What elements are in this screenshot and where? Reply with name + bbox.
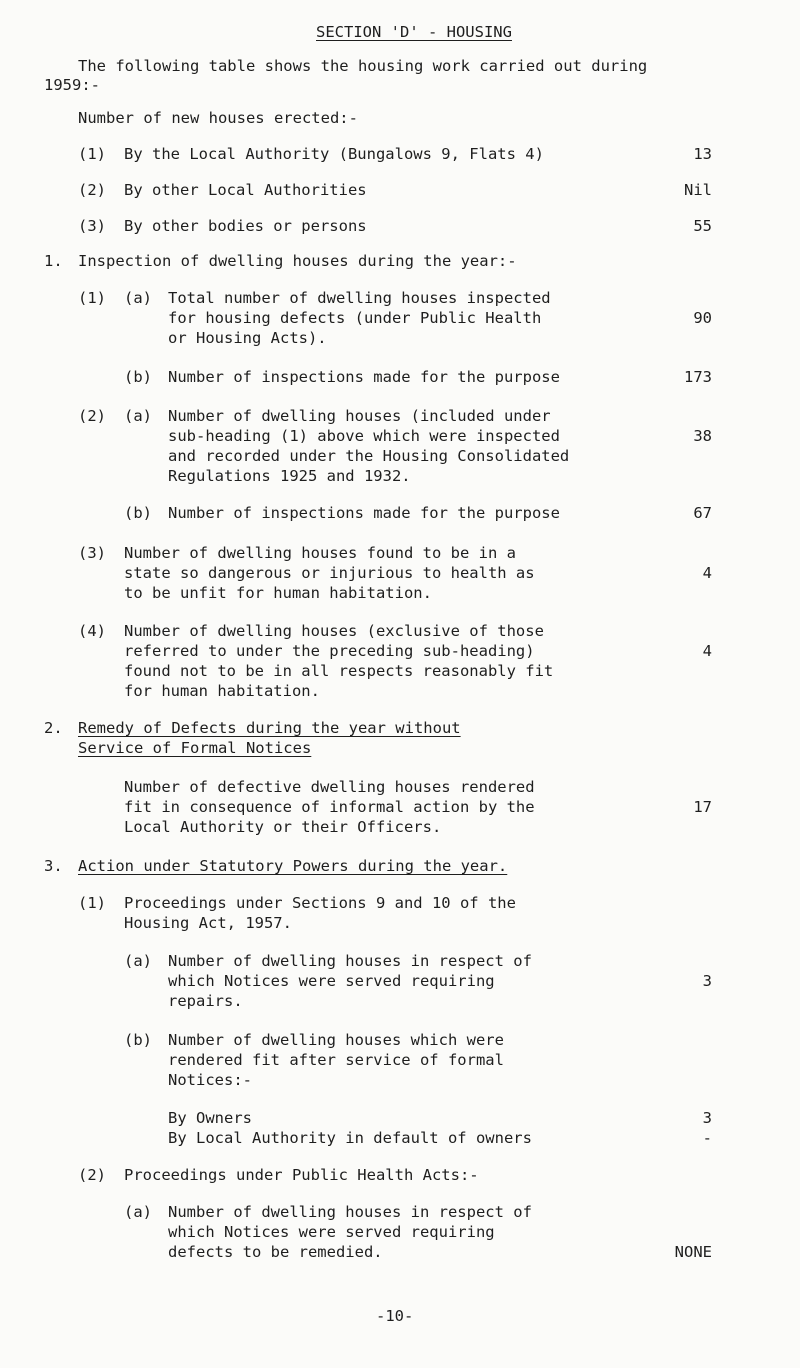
s1-item-2a-label: (a) (124, 407, 152, 425)
page-number: -10- (376, 1307, 414, 1325)
s1-item-3-text: Number of dwelling houses found to be in a state so dangerous or injurious to health as to be unfit for human habitation. (124, 544, 535, 602)
section-1-number: 1. (44, 252, 63, 270)
s3-owners-value: 3 (702, 1109, 712, 1127)
s3-proc-2-label: (2) (78, 1166, 106, 1184)
intro-line-2: 1959:- (44, 76, 100, 94)
s1-item-4-label: (4) (78, 622, 106, 640)
s1-item-1b-text: Number of inspections made for the purpose (168, 368, 560, 386)
s3-proc-1b-label: (b) (124, 1031, 152, 1049)
section-1-heading: Inspection of dwelling houses during the year:- (78, 252, 517, 270)
new-houses-item-3-value: 55 (693, 217, 712, 235)
s2-value: 17 (693, 798, 712, 816)
new-houses-item-2-label: (2) (78, 181, 106, 199)
s1-item-1b-value: 173 (684, 368, 712, 386)
s1-item-1a-value: 90 (693, 309, 712, 327)
s1-item-2a-text: Number of dwelling houses (included under sub-heading (1) above which were inspected and recorded under the Housing Consolidated Regulations 1925 and 1932. (168, 407, 570, 485)
s1-item-2-label: (2) (78, 407, 106, 425)
s1-item-1a-label: (a) (124, 289, 152, 307)
s1-item-4-value: 4 (702, 642, 712, 660)
section-2-number: 2. (44, 719, 63, 737)
s1-item-1a-text: Total number of dwelling houses inspected for housing defects (under Public Health or Housing Acts). (168, 289, 551, 347)
new-houses-item-3-label: (3) (78, 217, 106, 235)
s1-item-2b-text: Number of inspections made for the purpose (168, 504, 560, 522)
s3-proc-1-text: Proceedings under Sections 9 and 10 of the Housing Act, 1957. (124, 894, 516, 932)
s1-item-2a-value: 38 (693, 427, 712, 445)
intro-line-1: The following table shows the housing work carried out during (78, 57, 648, 75)
s1-item-3-value: 4 (702, 564, 712, 582)
s1-item-2b-label: (b) (124, 504, 152, 522)
section-3-heading: Action under Statutory Powers during the year. (78, 857, 508, 875)
s3-proc-1b-text: Number of dwelling houses which were rendered fit after service of formal Notices:- (168, 1031, 504, 1089)
s1-item-3-label: (3) (78, 544, 106, 562)
s3-proc-2a-label: (a) (124, 1203, 152, 1221)
s3-proc-1-label: (1) (78, 894, 106, 912)
s3-proc-2a-value: NONE (674, 1243, 712, 1261)
section-2-heading-line-2: Service of Formal Notices (78, 739, 312, 757)
s1-item-4-text: Number of dwelling houses (exclusive of those referred to under the preceding sub-heading) found not to be in all respects reasonably fit for human habitation. (124, 622, 554, 700)
section-title: SECTION 'D' - HOUSING (316, 23, 512, 41)
s3-proc-1a-text: Number of dwelling houses in respect of which Notices were served requiring repairs. (168, 952, 532, 1010)
new-houses-item-1-label: (1) (78, 145, 106, 163)
s1-item-1b-label: (b) (124, 368, 152, 386)
new-houses-item-1-value: 13 (693, 145, 712, 163)
s3-authority-text: By Local Authority in default of owners (168, 1129, 532, 1147)
s1-item-1-label: (1) (78, 289, 106, 307)
s2-text: Number of defective dwelling houses rendered fit in consequence of informal action by the Local Authority or their Officers. (124, 778, 535, 836)
new-houses-item-1-text: By the Local Authority (Bungalows 9, Flats 4) (124, 145, 544, 163)
s3-proc-1a-value: 3 (702, 972, 712, 990)
s3-proc-1a-label: (a) (124, 952, 152, 970)
section-3-number: 3. (44, 857, 63, 875)
s3-proc-2a-text: Number of dwelling houses in respect of which Notices were served requiring defects to be remedied. (168, 1203, 532, 1261)
s3-owners-text: By Owners (168, 1109, 252, 1127)
new-houses-item-2-text: By other Local Authorities (124, 181, 367, 199)
s3-authority-value: - (702, 1129, 712, 1147)
s1-item-2b-value: 67 (693, 504, 712, 522)
new-houses-item-2-value: Nil (684, 181, 712, 199)
new-houses-heading: Number of new houses erected:- (78, 109, 358, 127)
section-2-heading-line-1: Remedy of Defects during the year without (78, 719, 461, 737)
s3-proc-2-text: Proceedings under Public Health Acts:- (124, 1166, 479, 1184)
new-houses-item-3-text: By other bodies or persons (124, 217, 367, 235)
